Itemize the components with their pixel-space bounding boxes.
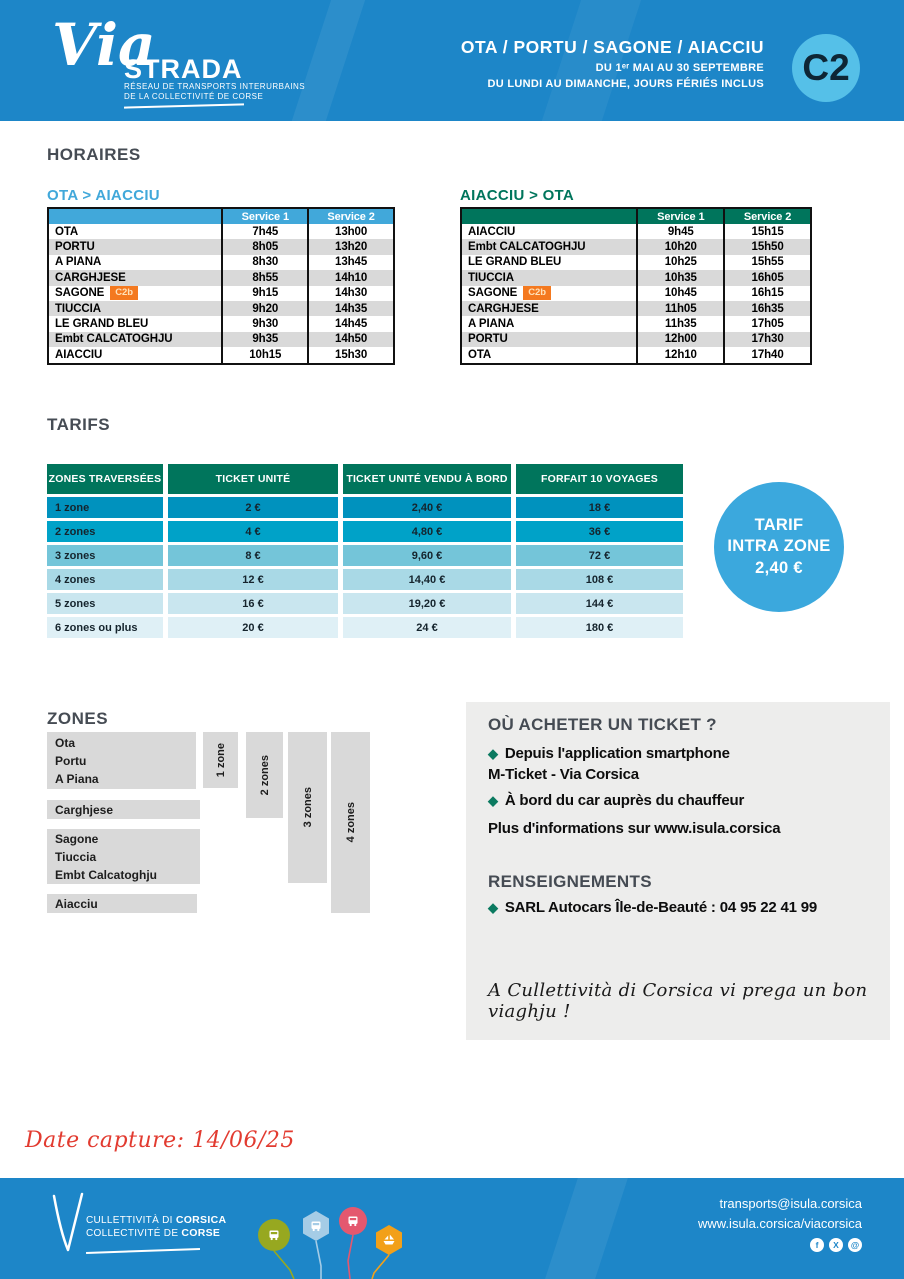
line-number-badge: C2: [792, 34, 860, 102]
header-band: [0, 0, 904, 121]
tarif-zone-cell: 4 zones: [47, 569, 163, 590]
stop-name: OTA: [468, 348, 492, 361]
service-column-header: Service 2: [308, 208, 394, 224]
departure-time-cell: 10h15: [222, 347, 308, 363]
tarifs-table: [47, 464, 683, 638]
timetable-row: [48, 239, 394, 254]
timetable-header-row: [461, 208, 811, 224]
departure-time-cell: 9h20: [222, 301, 308, 316]
timetable-row: [461, 316, 811, 331]
service-column-header: Service 2: [724, 208, 811, 224]
footer-logo-underline: [86, 1248, 200, 1253]
bus-balloon-lightblue: [303, 1211, 329, 1241]
departure-time-cell: 14h35: [308, 301, 394, 316]
timetable-row: [48, 270, 394, 285]
stop-name-cell: [461, 270, 637, 285]
zone-stop-group: [47, 800, 200, 819]
departure-time-cell: 14h45: [308, 316, 394, 331]
departure-time-cell: 15h30: [308, 347, 394, 363]
social-icons-row: [698, 1238, 862, 1252]
stop-name: TIUCCIA: [468, 271, 514, 284]
timetable-direction-title: OTA > AIACCIU: [47, 187, 160, 204]
departure-time-cell: 11h05: [637, 301, 724, 316]
tarif-price-cell: 180 €: [516, 617, 683, 638]
tarif-price-cell: 144 €: [516, 593, 683, 614]
diamond-bullet-icon: ◆: [488, 746, 498, 761]
footer-website[interactable]: www.isula.corsica/viacorsica: [698, 1216, 862, 1231]
stop-name-cell: [461, 286, 637, 301]
tarif-price-cell: 4 €: [168, 521, 338, 542]
timetable-row: [461, 239, 811, 254]
route-header: [461, 37, 764, 90]
departure-time-cell: 10h45: [637, 286, 724, 301]
tarif-price-cell: 18 €: [516, 497, 683, 518]
stop-name: CARGHJESE: [55, 271, 126, 284]
tarifs-section-title: TARIFS: [47, 415, 111, 434]
stop-name: Embt CALCATOGHJU: [55, 333, 173, 346]
departure-time-cell: 15h50: [724, 239, 811, 254]
departure-time-cell: 7h45: [222, 224, 308, 239]
stop-name: TIUCCIA: [55, 302, 101, 315]
stop-name-cell: [48, 301, 222, 316]
tarif-price-cell: 8 €: [168, 545, 338, 566]
stop-name-cell: [48, 347, 222, 363]
viastrada-logo: [124, 56, 305, 107]
stop-name-cell: [461, 332, 637, 347]
timetable-outbound: [47, 187, 395, 365]
zone-stop-name: Carghjese: [55, 802, 114, 817]
collectivite-check-icon: [48, 1192, 88, 1256]
bus-balloon-pink: [339, 1207, 367, 1235]
departure-time-cell: 16h15: [724, 286, 811, 301]
departure-time-cell: 13h45: [308, 255, 394, 270]
transport-balloons-illustration: [252, 1186, 412, 1279]
tarif-price-cell: 72 €: [516, 545, 683, 566]
timetable-row: [48, 255, 394, 270]
departure-time-cell: 12h10: [637, 347, 724, 363]
departure-time-cell: 10h25: [637, 255, 724, 270]
departure-time-cell: 17h30: [724, 332, 811, 347]
stop-name-cell: [461, 347, 637, 363]
footer-band: [0, 1178, 904, 1279]
viastrada-logo-script: Via: [52, 11, 156, 79]
intra-zone-fare-badge: [714, 482, 844, 612]
route-title: OTA / PORTU / SAGONE / AIACCIU: [460, 37, 764, 57]
timetable-grid: [460, 207, 812, 365]
stop-name: PORTU: [468, 333, 508, 346]
departure-time-cell: 14h10: [308, 270, 394, 285]
stop-name-cell: [461, 239, 637, 254]
departure-time-cell: 10h20: [637, 239, 724, 254]
timetable-row: [48, 301, 394, 316]
collectivite-wordmark: CULLETTIVITÀ DI CORSICA COLLECTIVITÉ DE CORSE: [86, 1214, 227, 1239]
zone-stop-group: [47, 829, 200, 884]
stop-name: AIACCIU: [55, 348, 103, 361]
tarif-zone-cell: 2 zones: [47, 521, 163, 542]
stop-name: Embt CALCATOGHJU: [468, 241, 586, 254]
tarif-price-cell: 4,80 €: [343, 521, 511, 542]
stop-name: LE GRAND BLEU: [55, 318, 149, 331]
facebook-icon[interactable]: f: [810, 1238, 824, 1252]
diamond-bullet-icon: ◆: [488, 900, 498, 915]
stop-name-cell: [48, 239, 222, 254]
departure-time-cell: 9h15: [222, 286, 308, 301]
timetable-row: [461, 255, 811, 270]
logo-underline: [124, 103, 244, 108]
tarif-zone-cell: 6 zones ou plus: [47, 617, 163, 638]
line-variant-badge: C2b: [523, 286, 551, 300]
zone-stop-group: [47, 732, 196, 789]
footer-email[interactable]: transports@isula.corsica: [719, 1196, 862, 1211]
timetable-row: [48, 224, 394, 239]
departure-time-cell: 15h55: [724, 255, 811, 270]
zone-span-bar: [288, 732, 327, 883]
timetable-row: [461, 224, 811, 239]
ticket-info-box: [466, 702, 890, 1040]
contact-title: RENSEIGNEMENTS: [488, 872, 652, 891]
timetable-row: [461, 270, 811, 285]
contact-line: ◆ SARL Autocars Île-de-Beauté : 04 95 22 41 99: [488, 899, 817, 916]
stop-name: SAGONE: [55, 287, 105, 300]
route-period-dates: DU 1ᵉʳ MAI AU 30 SEPTEMBRE: [595, 62, 764, 74]
stop-name: PORTU: [55, 241, 95, 254]
stop-name-cell: [48, 224, 222, 239]
timetable-return: [460, 187, 812, 365]
stop-name: AIACCIU: [468, 225, 516, 238]
timetable-row: [48, 347, 394, 363]
zone-span-label: 3 zones: [301, 787, 314, 828]
bus-balloon-green: [258, 1219, 290, 1251]
zone-span-bar: [331, 732, 370, 913]
tarif-zone-cell: 3 zones: [47, 545, 163, 566]
diamond-bullet-icon: ◆: [488, 793, 498, 808]
stop-name-cell: [461, 316, 637, 331]
stop-name-cell: [48, 332, 222, 347]
timetable-row: [461, 347, 811, 363]
tarif-price-cell: 108 €: [516, 569, 683, 590]
zone-stop-name: Sagone: [55, 831, 99, 846]
stop-name-cell: [461, 301, 637, 316]
timetable-row: [461, 301, 811, 316]
buy-option-driver: ◆ À bord du car auprès du chauffeur: [488, 792, 745, 809]
zone-span-bar: [246, 732, 283, 818]
tarif-price-cell: 2,40 €: [343, 497, 511, 518]
stop-name: CARGHJESE: [468, 302, 539, 315]
departure-time-cell: 15h15: [724, 224, 811, 239]
intra-badge-line1: TARIF: [754, 515, 804, 534]
boat-balloon-orange: [376, 1225, 402, 1255]
stop-name: A PIANA: [55, 256, 102, 269]
corsican-slogan: A Cullettività di Corsica vi prega un bon viaghju !: [488, 980, 868, 1022]
timetable-row: [48, 332, 394, 347]
departure-time-cell: 9h30: [222, 316, 308, 331]
tarif-price-cell: 14,40 €: [343, 569, 511, 590]
service-column-header: Service 1: [637, 208, 724, 224]
route-period-days: DU LUNDI AU DIMANCHE, JOURS FÉRIÉS INCLUS: [487, 78, 764, 90]
stop-name-cell: [48, 316, 222, 331]
tarif-price-cell: 24 €: [343, 617, 511, 638]
zone-stop-name: Tiuccia: [55, 849, 97, 864]
stop-name: A PIANA: [468, 318, 515, 331]
tarif-zone-cell: 1 zone: [47, 497, 163, 518]
intra-badge-price: 2,40 €: [755, 558, 803, 577]
zone-stop-name: A Piana: [55, 771, 99, 786]
x-twitter-icon[interactable]: X: [829, 1238, 843, 1252]
logo-subtitle: RÉSEAU DE TRANSPORTS INTERURBAINS: [124, 82, 306, 91]
stop-name-cell: [461, 255, 637, 270]
tarif-price-cell: 2 €: [168, 497, 338, 518]
zone-stop-name: Portu: [55, 753, 87, 768]
line-variant-badge: C2b: [110, 286, 138, 300]
tarif-column-header: TICKET UNITÉ: [168, 464, 338, 494]
stop-name-cell: [461, 224, 637, 239]
intra-badge-line2: INTRA ZONE: [727, 537, 831, 556]
tarif-price-cell: 9,60 €: [343, 545, 511, 566]
departure-time-cell: 16h05: [724, 270, 811, 285]
logo-subtitle: DE LA COLLECTIVITÉ DE CORSE: [124, 92, 264, 101]
stop-name-cell: [48, 255, 222, 270]
tarif-price-cell: 16 €: [168, 593, 338, 614]
tarif-price-cell: 12 €: [168, 569, 338, 590]
zone-stop-group: [47, 894, 197, 913]
departure-time-cell: 13h00: [308, 224, 394, 239]
zone-span-label: 2 zones: [258, 754, 271, 796]
logo-name: STRADA: [124, 54, 243, 84]
departure-time-cell: 11h35: [637, 316, 724, 331]
buy-ticket-title: OÙ ACHETER UN TICKET ?: [488, 715, 717, 734]
zone-stop-name: Aiacciu: [55, 896, 98, 911]
stop-column-header: [461, 208, 637, 224]
timetable-row: [461, 332, 811, 347]
departure-time-cell: 14h30: [308, 286, 394, 301]
zone-stop-name: Embt Calcatoghju: [55, 867, 158, 882]
departure-time-cell: 9h45: [637, 224, 724, 239]
timetable-direction-title: AIACCIU > OTA: [460, 187, 575, 204]
departure-time-cell: 8h05: [222, 239, 308, 254]
timetable-row: [48, 286, 394, 301]
instagram-icon[interactable]: @: [848, 1238, 862, 1252]
more-info-line: Plus d'informations sur www.isula.corsica: [488, 820, 781, 837]
departure-time-cell: 9h35: [222, 332, 308, 347]
stop-name-cell: [48, 270, 222, 285]
timetable-row: [461, 286, 811, 301]
timetable-grid: [47, 207, 395, 365]
zones-section-title: ZONES: [47, 709, 109, 728]
zone-span-label: 4 zones: [344, 802, 357, 843]
departure-time-cell: 8h55: [222, 270, 308, 285]
stop-name: OTA: [55, 225, 79, 238]
zone-stop-name: Ota: [55, 735, 76, 750]
service-column-header: Service 1: [222, 208, 308, 224]
departure-time-cell: 17h40: [724, 347, 811, 363]
timetable-row: [48, 316, 394, 331]
buy-option-app: ◆ Depuis l'application smartphone: [488, 745, 730, 762]
departure-time-cell: 8h30: [222, 255, 308, 270]
zone-span-label: 1 zone: [214, 742, 227, 778]
departure-time-cell: 17h05: [724, 316, 811, 331]
stop-name: SAGONE: [468, 287, 518, 300]
tarif-column-header: TICKET UNITÉ VENDU À BORD: [343, 464, 511, 494]
tarif-price-cell: 36 €: [516, 521, 683, 542]
zone-span-bar: [203, 732, 238, 788]
buy-option-app-line2: M-Ticket - Via Corsica: [488, 766, 639, 783]
departure-time-cell: 16h35: [724, 301, 811, 316]
stop-column-header: [48, 208, 222, 224]
tarif-price-cell: 19,20 €: [343, 593, 511, 614]
timetable-header-row: [48, 208, 394, 224]
departure-time-cell: 13h20: [308, 239, 394, 254]
departure-time-cell: 14h50: [308, 332, 394, 347]
footer-contact-block: [698, 1196, 862, 1252]
capture-date-note: Date capture: 14/06/25: [25, 1128, 295, 1153]
departure-time-cell: 12h00: [637, 332, 724, 347]
footer-swoosh: [539, 1178, 631, 1279]
tarif-column-header: FORFAIT 10 VOYAGES: [516, 464, 683, 494]
tarif-price-cell: 20 €: [168, 617, 338, 638]
stop-name-cell: [48, 286, 222, 301]
horaires-section-title: HORAIRES: [47, 145, 141, 164]
tarif-zone-cell: 5 zones: [47, 593, 163, 614]
departure-time-cell: 10h35: [637, 270, 724, 285]
stop-name: LE GRAND BLEU: [468, 256, 562, 269]
tarif-column-header: ZONES TRAVERSÉES: [47, 464, 163, 494]
